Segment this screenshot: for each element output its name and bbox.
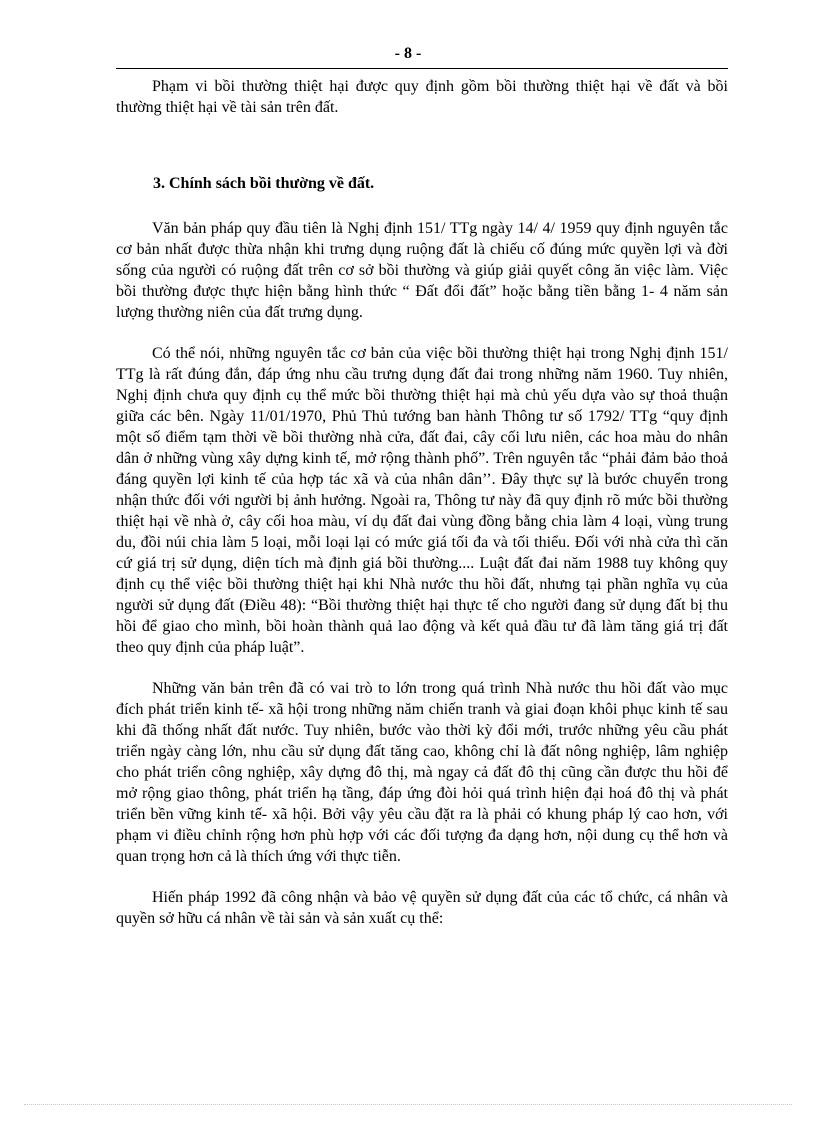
intro-paragraph: Phạm vi bồi thường thiệt hại được quy định gồm bồi thường thiệt hại về đất và bồi thường thiệt hại về tài sản trên đất. bbox=[116, 78, 728, 116]
paragraph-legal-framework: Những văn bản trên đã có vai trò to lớn trong quá trình Nhà nước thu hồi đất vào mục đích phát triển kinh tế- xã hội trong những năm chiến tranh và giai đoạn khôi phục kinh tế sau khi đã thống nhất đất nước. Tuy nhiên, bước vào thời kỳ đổi mới, trước những yêu cầu phát triển ngày càng lớn, nhu cầu sử dụng đất tăng cao, không chỉ là đất nông nghiệp, lâm nghiệp cho phát triển công nghiệp, xây dựng đô thị, mà ngay cả đất đô thị cũng cần được thu hồi để mở rộng giao thông, phát triển hạ tầng, đáp ứng đòi hỏi quá trình hiện đại hoá đô thị và phát triển bền vững kinh tế- xã hội. Bởi vậy yêu cầu đặt ra là phải có khung pháp lý cao hơn, với phạm vi điều chỉnh rộng hơn phù hợp với các đối tượng đa dạng hơn, nội dung cụ thể hơn và quan trọng hơn cả là thích ứng với thực tiễn. bbox=[116, 680, 728, 865]
section-heading: 3. Chính sách bồi thường về đất. bbox=[153, 175, 375, 192]
document-body bbox=[116, 76, 728, 929]
header-rule bbox=[116, 68, 728, 69]
paragraph-decree-151: Văn bản pháp quy đầu tiên là Nghị định 151/ TTg ngày 14/ 4/ 1959 quy định nguyên tắc cơ bản nhất được thừa nhận khi trưng dụng ruộng đất là chiếu cố đúng mức quyền lợi và đời sống của người có ruộng đất trên cơ sở bồi thường và giúp giải quyết công ăn việc làm. Việc bồi thường được thực hiện bằng hình thức “ Đất đổi đất” hoặc bằng tiền bằng 1- 4 năm sản lượng thường niên của đất trưng dụng. bbox=[116, 220, 728, 321]
paragraph-principles: Có thể nói, những nguyên tắc cơ bản của việc bồi thường thiệt hại trong Nghị định 151/ TTg là rất đúng đắn, đáp ứng nhu cầu trưng dụng đất đai trong những năm 1960. Tuy nhiên, Nghị định chưa quy định cụ thể mức bồi thường thiệt hại mà chủ yếu dựa vào sự thoả thuận giữa các bên. Ngày 11/01/1970, Phủ Thủ tướng ban hành Thông tư số 1792/ TTg “quy định một số điểm tạm thời về bồi thường nhà cửa, đất đai, cây cối lưu niên, các hoa màu do nhân dân ở những vùng xây dựng kinh tế, mở rộng thành phố”. Trên nguyên tắc “phải đảm bảo thoả đáng quyền lợi kinh tế của hợp tác xã và của nhân dân’’. Đây thực sự là bước chuyển trong nhận thức đối với người bị ảnh hưởng. Ngoài ra, Thông tư này đã quy định rõ mức bồi thường thiệt hại về nhà ở, cây cối hoa màu, ví dụ đất đai vùng đồng bằng chia làm 4 loại, vùng trung du, đồi núi chia làm 5 loại, mỗi loại lại có mức giá tối đa và tối thiểu. Đối với nhà cửa thì căn cứ giá trị sử dụng, diện tích mà định giá bồi thường.... Luật đất đai năm 1988 tuy không quy định cụ thể việc bồi thường thiệt hại khi Nhà nước thu hồi đất, nhưng tại phần nghĩa vụ của người sử dụng đất (Điều 48): “Bồi thường thiệt hại thực tế cho người đang sử dụng đất bị thu hồi để giao cho mình, bồi hoàn thành quả lao động và kết quả đầu tư đã làm tăng giá trị đất theo quy định của pháp luật”. bbox=[116, 345, 728, 656]
footer-dotted-line bbox=[24, 1104, 792, 1105]
page-number: - 8 - bbox=[394, 45, 422, 62]
paragraph-constitution-1992: Hiến pháp 1992 đã công nhận và bảo vệ quyền sử dụng đất của các tổ chức, cá nhân và quyền sở hữu cá nhân về tài sản và sản xuất cụ thể: bbox=[116, 889, 728, 927]
